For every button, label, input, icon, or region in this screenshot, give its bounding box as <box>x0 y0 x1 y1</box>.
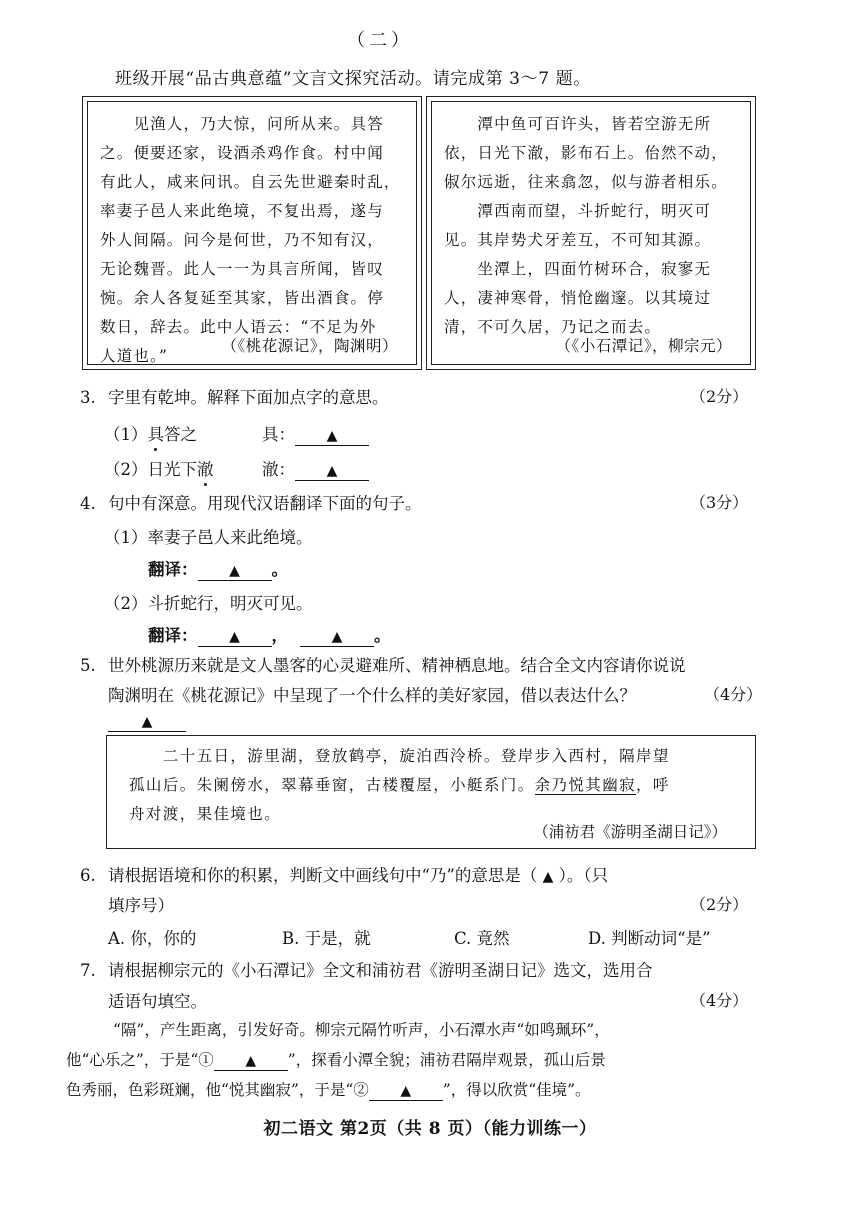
excerpt-box <box>106 735 756 849</box>
answer-blank[interactable] <box>295 426 369 446</box>
passage-line: 人道也。” <box>100 347 169 365</box>
underlined-sentence: 余乃悦其幽寂 <box>534 776 637 794</box>
question-number: 6. <box>80 866 96 885</box>
passage-line: 俶尔远逝，往来翕忽，似与游者相乐。 <box>444 173 728 191</box>
section-title: （二） <box>347 30 413 51</box>
question-7-score: （4分） <box>690 991 749 1010</box>
punctuation: 。 <box>271 560 288 579</box>
question-4-item-2: （2）斗折蛇行，明灭可见。 <box>104 594 313 613</box>
question-5-line-1 <box>80 652 686 676</box>
passage-line: 外人间隔。问今是何世，乃不知有汉， <box>100 231 384 249</box>
triangle-icon: ▲ <box>326 463 338 479</box>
answer-blank[interactable] <box>300 627 374 647</box>
para-text: 色秀丽，色彩斑斓，他“悦其幽寂”，于是“② <box>66 1081 369 1099</box>
triangle-icon[interactable]: ▲ <box>542 869 554 885</box>
question-4-score: （3分） <box>690 493 749 512</box>
para-text: ”，得以欣赏“佳境”。 <box>442 1081 591 1099</box>
question-3 <box>80 384 389 408</box>
passage-line: 率妻子邑人来此绝境，不复出焉，遂与 <box>100 202 384 220</box>
passage-line: 惋。余人各复延至其家，皆出酒食。停 <box>100 289 384 307</box>
answer-label: 澈： <box>262 460 295 479</box>
question-4-item-1: （1）率妻子邑人来此绝境。 <box>104 528 313 547</box>
question-text: ）。（只 <box>553 866 609 885</box>
question-number: 5. <box>80 656 96 675</box>
passage-taohuayuan-box <box>82 96 422 370</box>
question-number: 3. <box>80 388 96 407</box>
punctuation: 。 <box>374 626 391 645</box>
question-3-answer-2 <box>262 456 369 481</box>
passage-line: 有此人，咸来问讯。自云先世避秦时乱， <box>100 173 401 191</box>
question-text: 句中有深意。用现代汉语翻译下面的句子。 <box>108 494 422 513</box>
question-5-line-2 <box>108 682 636 706</box>
passage-line: 坐潭上，四面竹树环合，寂寥无 <box>444 260 712 278</box>
translate-label: 翻译： <box>148 626 198 645</box>
dotted-char: 澈 <box>197 456 214 480</box>
question-3-item-1 <box>104 421 197 445</box>
intro-text: 班级开展“品古典意蕴”文言文探究活动。请完成第 3～7 题。 <box>115 69 591 89</box>
option-c: C. 竟然 <box>454 929 510 948</box>
para-text: 他“心乐之”，于是“① <box>66 1051 214 1069</box>
question-6-line-2: 填序号） <box>108 896 174 915</box>
passage-line: 清，不可久居，乃记之而去。 <box>444 318 662 336</box>
para-text: ”，探看小潭全貌；浦祊君隔岸观景，孤山后景 <box>287 1051 606 1069</box>
excerpt-line <box>129 771 745 800</box>
passage-taohuayuan-inner <box>87 101 417 365</box>
question-3-item-2 <box>104 456 214 480</box>
question-6 <box>80 862 608 886</box>
question-7-line-2: 适语句填空。 <box>108 992 207 1011</box>
passage-line: 数日，辞去。此中人语云：“不足为外 <box>100 318 377 336</box>
passage-taohuayuan-text <box>100 110 408 371</box>
page-footer: 初二语文 第2页（共 8 页）（能力训练一） <box>263 1119 597 1139</box>
triangle-icon: ▲ <box>331 629 343 645</box>
passage-line: 见。其岸势犬牙差互，不可知其源。 <box>444 231 712 249</box>
passage-line: 无论魏晋。此人一一为具言所闻，皆叹 <box>100 260 384 278</box>
option-d: D. 判断动词“是” <box>588 929 711 948</box>
dotted-char: 具 <box>148 421 165 445</box>
question-text: 请根据柳宗元的《小石潭记》全文和浦祊君《游明圣湖日记》选文，选用合 <box>108 961 653 980</box>
passage-line: 见渔人，乃大惊，问所从来。具答 <box>100 115 384 133</box>
item-text: 答之 <box>164 425 197 444</box>
question-5-score: （4分） <box>704 685 763 704</box>
question-4-translation-1 <box>148 556 288 581</box>
answer-blank[interactable] <box>295 461 369 481</box>
passage-line: 潭西南而望，斗折蛇行，明灭可 <box>444 202 712 220</box>
passage-xiaoshitan-inner <box>431 101 751 365</box>
passage-line: 之。便要还家，设酒杀鸡作食。村中闻 <box>100 144 384 162</box>
question-4-translation-2 <box>148 622 391 647</box>
question-text: 请根据语境和你的积累，判断文中画线句中“乃”的意思是（ <box>108 866 543 885</box>
punctuation: ， <box>271 626 288 645</box>
excerpt-text-part: 孤山后。朱阑傍水，翠幕垂窗，古楼覆屋，小艇系门。 <box>129 776 535 794</box>
answer-blank[interactable] <box>198 561 272 581</box>
triangle-icon: ▲ <box>229 563 240 579</box>
passage-line: 依，日光下澈，影布石上。佁然不动， <box>444 144 728 162</box>
excerpt-line: 二十五日，游里湖，登放鹤亭，旋泊西泠桥。登岸步入西村，隔岸望 <box>129 747 670 765</box>
passage-taohuayuan-source: （《桃花源记》，陶渊明） <box>221 337 398 355</box>
answer-label: 具： <box>262 425 295 444</box>
question-5-answer <box>108 711 186 732</box>
question-text: 世外桃源历来就是文人墨客的心灵避难所、精神栖息地。结合全文内容请你说说 <box>108 656 686 675</box>
item-prefix: （1） <box>104 425 148 444</box>
excerpt-line: 舟对渡，果佳境也。 <box>129 805 282 823</box>
triangle-icon: ▲ <box>229 629 240 645</box>
excerpt-source: （浦祊君《游明圣湖日记》） <box>533 823 727 841</box>
answer-blank[interactable] <box>214 1051 288 1071</box>
answer-blank[interactable] <box>108 712 186 732</box>
excerpt-text-part: ，呼 <box>636 776 670 794</box>
question-text: 陶渊明在《桃花源记》中呈现了一个什么样的美好家园，借以表达什么？ <box>108 686 636 705</box>
passage-line: 人，凄神寒骨，悄怆幽邃。以其境过 <box>444 289 712 307</box>
question-text: 字里有乾坤。解释下面加点字的意思。 <box>108 388 389 407</box>
triangle-icon: ▲ <box>245 1053 257 1069</box>
question-7-para-line-2 <box>66 1048 606 1071</box>
question-number: 4. <box>80 494 96 513</box>
question-3-score: （2分） <box>690 387 749 406</box>
excerpt-text <box>129 742 745 829</box>
translate-label: 翻译： <box>148 560 198 579</box>
question-7-line-1 <box>80 957 653 981</box>
passage-xiaoshitan-text <box>444 110 742 342</box>
option-b: B. 于是，就 <box>282 929 371 948</box>
question-4 <box>80 490 422 514</box>
option-a: A. 你，你的 <box>108 929 197 948</box>
question-7-para-line-3 <box>66 1078 591 1101</box>
answer-blank[interactable] <box>369 1081 443 1101</box>
question-7-para-line-1: “隔”，产生距离，引发好奇。柳宗元隔竹听声，小石潭水声“如鸣珮环”， <box>82 1021 610 1039</box>
answer-blank[interactable] <box>198 627 272 647</box>
question-number: 7. <box>80 961 96 980</box>
passage-xiaoshitan-box <box>426 96 756 370</box>
passage-line: 潭中鱼可百许头，皆若空游无所 <box>444 115 712 133</box>
item-prefix: （2）日光下 <box>104 460 197 479</box>
triangle-icon: ▲ <box>326 428 338 444</box>
passage-xiaoshitan-source: （《小石潭记》，柳宗元） <box>555 337 732 355</box>
triangle-icon: ▲ <box>400 1083 412 1099</box>
triangle-icon: ▲ <box>141 714 153 730</box>
question-6-score: （2分） <box>690 895 749 914</box>
question-3-answer-1 <box>262 421 369 446</box>
